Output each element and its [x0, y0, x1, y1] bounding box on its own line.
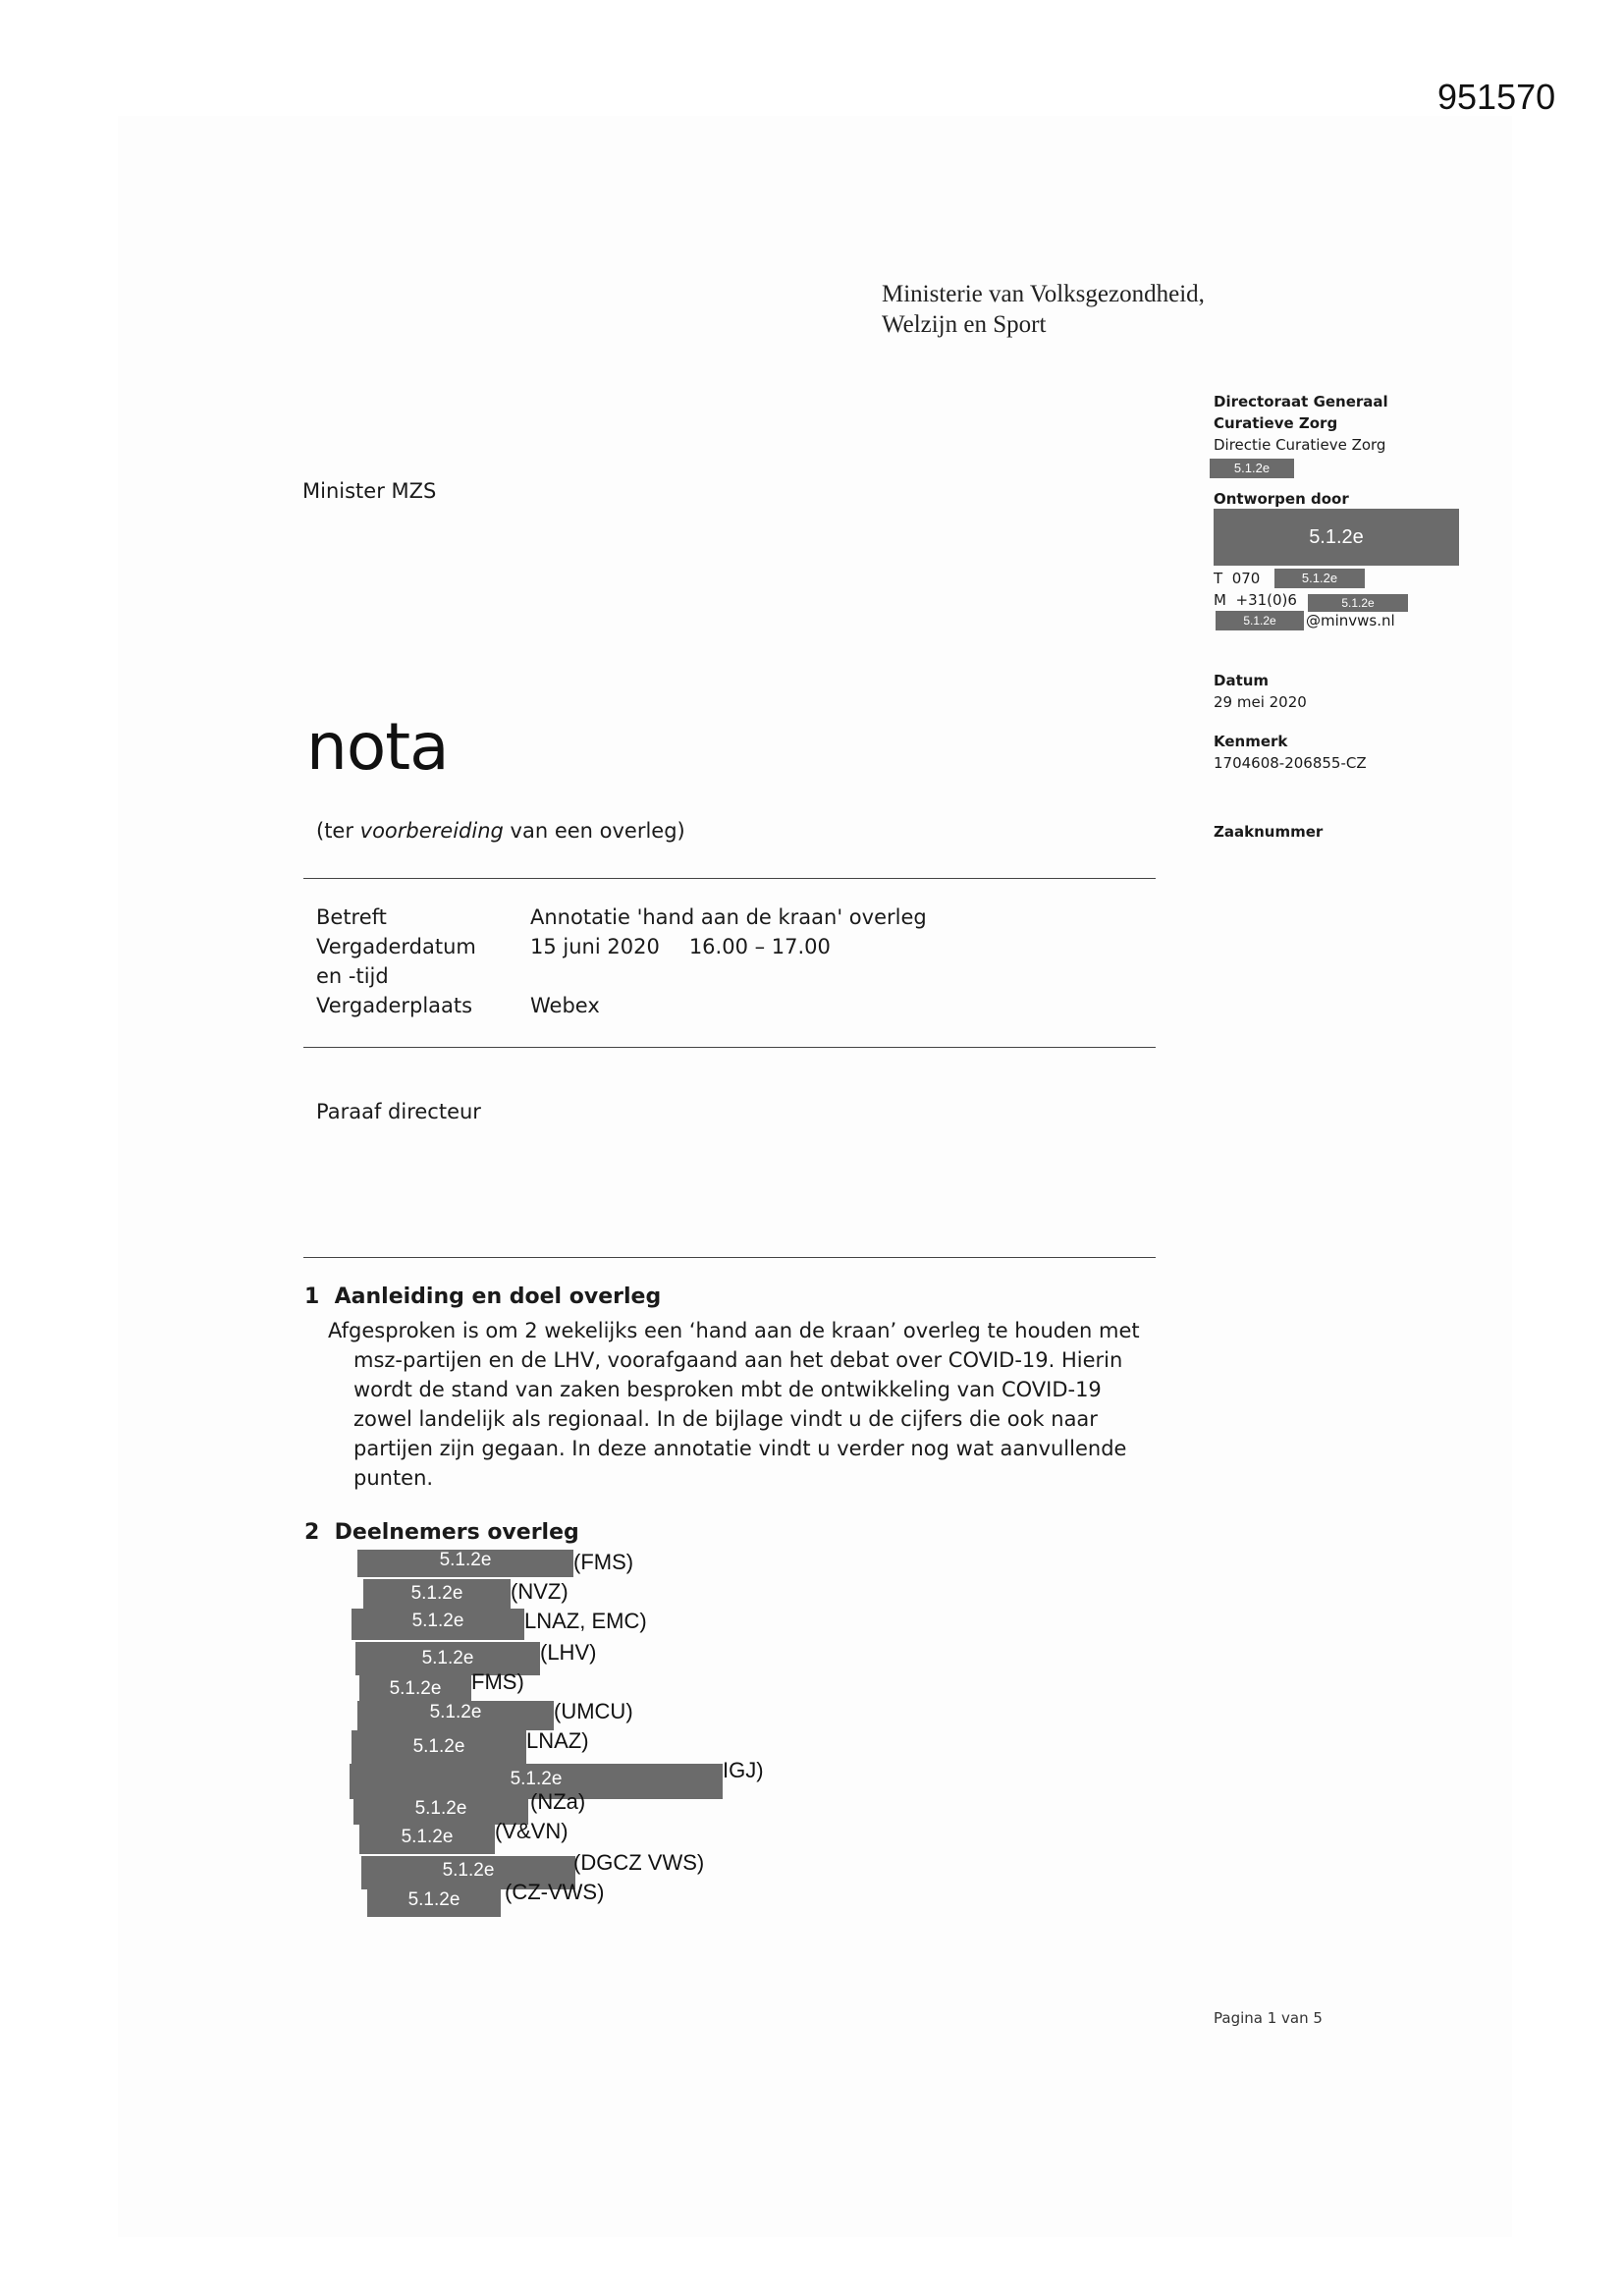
- paragraph-line: wordt de stand van zaken besproken mbt de ontwikkeling van COVID-19: [353, 1378, 1102, 1401]
- redaction-box: 5.1.2e: [367, 1887, 501, 1917]
- vergaderplaats-value: Webex: [530, 994, 600, 1017]
- document-title: nota: [306, 709, 449, 785]
- participant-item: LNAZ): [526, 1728, 589, 1753]
- participant-item: FMS): [471, 1669, 524, 1694]
- paragraph-line: partijen zijn gegaan. In deze annotatie vindt u verder nog wat aanvullende: [353, 1437, 1127, 1460]
- redaction-box: 5.1.2e: [1216, 611, 1304, 630]
- mobile-label: M: [1214, 591, 1226, 609]
- redaction-box: 5.1.2e: [353, 1795, 528, 1825]
- redaction-box: 5.1.2e: [355, 1642, 540, 1675]
- ontworpen-door-label: Ontworpen door: [1214, 490, 1349, 508]
- betreft-value: Annotatie 'hand aan de kraan' overleg: [530, 905, 927, 929]
- kenmerk-value: 1704608-206855-CZ: [1214, 754, 1367, 772]
- vergaderplaats-label: Vergaderplaats: [316, 994, 473, 1017]
- subtitle-emphasis: voorbereiding: [359, 819, 504, 843]
- sidebar-department: [1214, 391, 1388, 456]
- telephone-line: [1214, 568, 1260, 589]
- participant-item: (CZ-VWS): [505, 1880, 605, 1904]
- redaction-box: 5.1.2e: [1274, 569, 1365, 588]
- directie: Directie Curatieve Zorg: [1214, 436, 1386, 454]
- section-1-heading: 1 Aanleiding en doel overleg: [304, 1285, 662, 1309]
- redaction-box: 5.1.2e: [363, 1579, 511, 1609]
- datum-value: 29 mei 2020: [1214, 693, 1307, 711]
- paraaf-directeur: Paraaf directeur: [316, 1100, 481, 1123]
- participant-item: (DGCZ VWS): [573, 1850, 705, 1875]
- paragraph-line: msz-partijen en de LHV, voorafgaand aan het debat over COVID-19. Hierin: [353, 1348, 1123, 1372]
- participant-item: (FMS): [573, 1550, 634, 1574]
- redaction-box: 5.1.2e: [359, 1825, 495, 1854]
- ministry-line-1: Ministerie van Volksgezondheid,: [882, 281, 1205, 307]
- divider: [303, 878, 1156, 879]
- redaction-box: 5.1.2e: [352, 1609, 524, 1640]
- redaction-box: 5.1.2e: [359, 1675, 471, 1703]
- redaction-box: 5.1.2e: [357, 1550, 573, 1577]
- participant-item: LNAZ, EMC): [524, 1609, 647, 1633]
- dg-line-2: Curatieve Zorg: [1214, 414, 1338, 432]
- paragraph-line: zowel landelijk als regionaal. In de bijlage vindt u de cijfers die ook naar: [353, 1407, 1098, 1431]
- ministry-line-2: Welzijn en Sport: [882, 311, 1047, 338]
- zaaknummer-label: Zaaknummer: [1214, 823, 1324, 841]
- participant-item: (V&VN): [495, 1819, 568, 1843]
- kenmerk-label: Kenmerk: [1214, 733, 1288, 750]
- vergadertijd-value: 16.00 – 17.00: [688, 935, 831, 958]
- participant-item: (NZa): [530, 1789, 586, 1814]
- paragraph-line: Afgesproken is om 2 wekelijks een ‘hand aan de kraan’ overleg te houden met: [328, 1319, 1140, 1342]
- page-footer: Pagina 1 van 5: [1214, 2009, 1323, 2027]
- dg-line-1: Directoraat Generaal: [1214, 393, 1388, 410]
- participant-item: (NVZ): [511, 1579, 568, 1604]
- datum-label: Datum: [1214, 672, 1270, 689]
- divider: [303, 1257, 1156, 1258]
- participant-item: IGJ): [723, 1758, 764, 1782]
- divider: [303, 1047, 1156, 1048]
- vergaderdatum-label-2: en -tijd: [316, 964, 389, 988]
- email-suffix: @minvws.nl: [1306, 612, 1395, 629]
- document-number: 951570: [1437, 77, 1556, 117]
- participant-item: (UMCU): [554, 1699, 633, 1723]
- betreft-label: Betreft: [316, 905, 387, 929]
- vergaderdatum-value: 15 juni 2020 16.00 – 17.00: [530, 935, 831, 958]
- redaction-box: 5.1.2e: [1308, 594, 1408, 612]
- ministry-logo-text: [882, 279, 1205, 340]
- vergaderdatum-label: Vergaderdatum: [316, 935, 476, 958]
- section-1-body: [328, 1316, 1192, 1493]
- document-subtitle: (ter voorbereiding van een overleg): [316, 819, 685, 843]
- redaction-box: 5.1.2e: [350, 1764, 723, 1799]
- redaction-box: 5.1.2e: [361, 1856, 575, 1889]
- redaction-box: 5.1.2e: [357, 1701, 554, 1730]
- redaction-box: 5.1.2e: [1214, 509, 1459, 566]
- paragraph-line: punten.: [353, 1466, 434, 1490]
- tel-label: T: [1214, 570, 1223, 587]
- section-2-heading: 2 Deelnemers overleg: [304, 1520, 579, 1545]
- mobile-prefix: +31(0)6: [1235, 591, 1297, 609]
- tel-prefix: 070: [1231, 570, 1261, 587]
- redaction-box: 5.1.2e: [1210, 459, 1294, 478]
- mobile-line: [1214, 589, 1297, 611]
- participant-item: (LHV): [540, 1640, 597, 1665]
- redaction-box: 5.1.2e: [352, 1730, 526, 1764]
- addressee: Minister MZS: [302, 479, 437, 503]
